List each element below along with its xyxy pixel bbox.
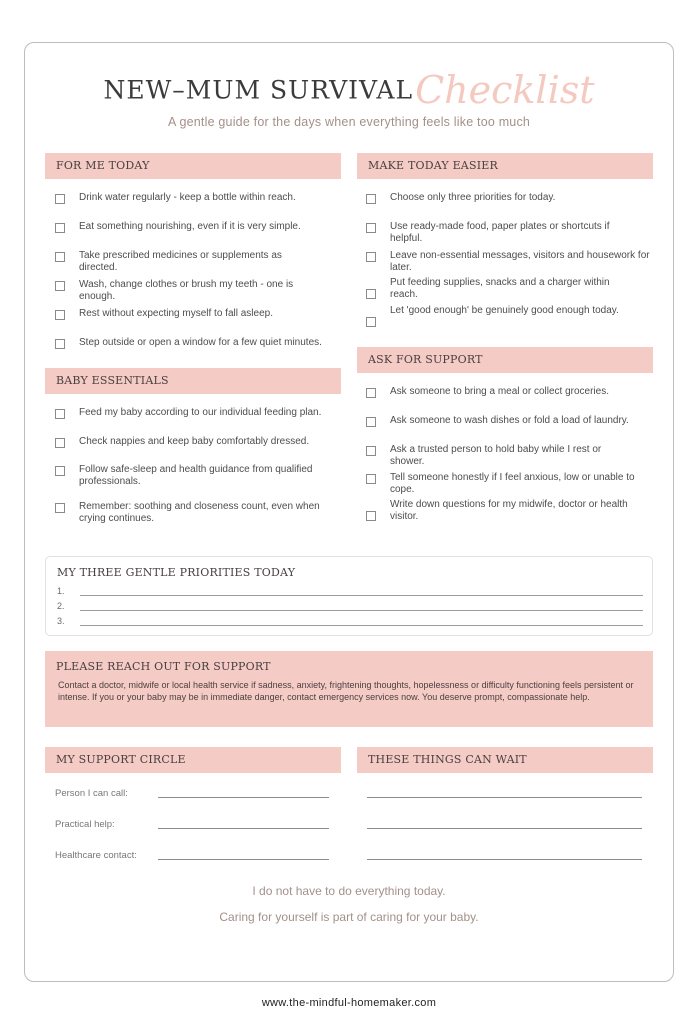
page-subtitle: A gentle guide for the days when everything feels like too much bbox=[167, 115, 531, 129]
checkbox[interactable] bbox=[366, 194, 376, 204]
checklist-item-label: Feed my baby according to our individual feeding plan. bbox=[79, 407, 322, 418]
checkbox[interactable] bbox=[55, 252, 65, 262]
checklist-item-label: Follow safe-sleep and health guidance from qualified professionals. bbox=[79, 464, 313, 487]
checklist-item-label: Eat something nourishing, even if it is very simple. bbox=[79, 221, 301, 232]
checklist-item-label: Use ready-made food, paper plates or shortcuts if helpful. bbox=[390, 221, 610, 244]
reach-out-body: Contact a doctor, midwife or local health service if sadness, anxiety, frightening thoughts, hopelessness or difficulty functioning feels persistent or intense. If you or your baby may be in immediate danger, contact emergency services now. You deserve prompt, compassionate help. bbox=[58, 680, 634, 702]
can-wait-line[interactable] bbox=[367, 797, 642, 798]
checklist-item-label: Drink water regularly - keep a bottle within reach. bbox=[79, 192, 296, 203]
checklist-item-label: Leave non-essential messages, visitors and housework for later. bbox=[390, 250, 650, 273]
section-header-for-me-today: FOR ME TODAY bbox=[45, 153, 341, 179]
section-header-can-wait: THESE THINGS CAN WAIT bbox=[357, 747, 653, 773]
person-to-call-field[interactable] bbox=[158, 797, 329, 798]
priorities-box bbox=[45, 556, 653, 636]
section-header-ask-for-support: ASK FOR SUPPORT bbox=[357, 347, 653, 373]
field-label: Person I can call: bbox=[55, 788, 128, 799]
checklist-item-label: Ask a trusted person to hold baby while I rest or shower. bbox=[390, 444, 602, 467]
checklist-item-label: Let 'good enough' be genuinely good enough today. bbox=[390, 305, 619, 316]
checkbox[interactable] bbox=[55, 438, 65, 448]
checkbox[interactable] bbox=[366, 223, 376, 233]
checkbox[interactable] bbox=[55, 281, 65, 291]
can-wait-line[interactable] bbox=[367, 828, 642, 829]
closing-line-1: I do not have to do everything today. bbox=[252, 884, 446, 898]
checkbox[interactable] bbox=[366, 511, 376, 521]
page-title bbox=[0, 68, 698, 112]
priority-input-line[interactable] bbox=[80, 625, 643, 626]
priority-number: 1. bbox=[57, 586, 65, 596]
priority-line-3[interactable] bbox=[57, 616, 643, 628]
section-header-baby-essentials: BABY ESSENTIALS bbox=[45, 368, 341, 394]
checklist-item-label: Write down questions for my midwife, doctor or health visitor. bbox=[390, 499, 628, 522]
checklist-item-label: Check nappies and keep baby comfortably dressed. bbox=[79, 436, 310, 447]
healthcare-contact-field[interactable] bbox=[158, 859, 329, 860]
section-header-support-circle: MY SUPPORT CIRCLE bbox=[45, 747, 341, 773]
checkbox[interactable] bbox=[55, 503, 65, 513]
checklist-item-label: Put feeding supplies, snacks and a charger within reach. bbox=[390, 277, 610, 300]
checkbox[interactable] bbox=[55, 466, 65, 476]
reach-out-title: PLEASE REACH OUT FOR SUPPORT bbox=[56, 660, 271, 673]
checklist-item-label: Rest without expecting myself to fall asleep. bbox=[79, 308, 273, 319]
checkbox[interactable] bbox=[55, 223, 65, 233]
checklist-item-label: Tell someone honestly if I feel anxious, low or unable to cope. bbox=[390, 472, 635, 495]
field-label: Practical help: bbox=[55, 819, 115, 830]
practical-help-field[interactable] bbox=[158, 828, 329, 829]
checkbox[interactable] bbox=[55, 310, 65, 320]
reach-out-panel bbox=[45, 651, 653, 727]
can-wait-line[interactable] bbox=[367, 859, 642, 860]
title-script: Checklist bbox=[415, 68, 595, 112]
checkbox[interactable] bbox=[366, 446, 376, 456]
checkbox[interactable] bbox=[366, 388, 376, 398]
checkbox[interactable] bbox=[366, 474, 376, 484]
checkbox[interactable] bbox=[55, 409, 65, 419]
priority-input-line[interactable] bbox=[80, 610, 643, 611]
priority-input-line[interactable] bbox=[80, 595, 643, 596]
checkbox[interactable] bbox=[55, 339, 65, 349]
title-main: NEW–MUM SURVIVAL bbox=[103, 75, 414, 105]
closing-line-2: Caring for yourself is part of caring for your baby. bbox=[219, 910, 479, 924]
priority-line-1[interactable] bbox=[57, 586, 643, 598]
checklist-item-label: Ask someone to wash dishes or fold a load of laundry. bbox=[390, 415, 629, 426]
checklist-item-label: Step outside or open a window for a few quiet minutes. bbox=[79, 337, 322, 348]
priorities-title: MY THREE GENTLE PRIORITIES TODAY bbox=[57, 566, 296, 579]
checkbox[interactable] bbox=[366, 252, 376, 262]
checklist-item-label: Remember: soothing and closeness count, even when crying continues. bbox=[79, 501, 320, 524]
checklist-item-label: Wash, change clothes or brush my teeth - one is enough. bbox=[79, 279, 294, 302]
section-header-make-today-easier: MAKE TODAY EASIER bbox=[357, 153, 653, 179]
field-label: Healthcare contact: bbox=[55, 850, 137, 861]
checklist-item-label: Take prescribed medicines or supplements as directed. bbox=[79, 250, 282, 273]
checkbox[interactable] bbox=[366, 417, 376, 427]
priority-number: 3. bbox=[57, 616, 65, 626]
footer-url[interactable]: www.the-mindful-homemaker.com bbox=[261, 997, 437, 1009]
priority-number: 2. bbox=[57, 601, 65, 611]
checkbox[interactable] bbox=[366, 317, 376, 327]
checklist-item-label: Ask someone to bring a meal or collect groceries. bbox=[390, 386, 609, 397]
priority-line-2[interactable] bbox=[57, 601, 643, 613]
checklist-item-label: Choose only three priorities for today. bbox=[390, 192, 556, 203]
checkbox[interactable] bbox=[366, 289, 376, 299]
checkbox[interactable] bbox=[55, 194, 65, 204]
